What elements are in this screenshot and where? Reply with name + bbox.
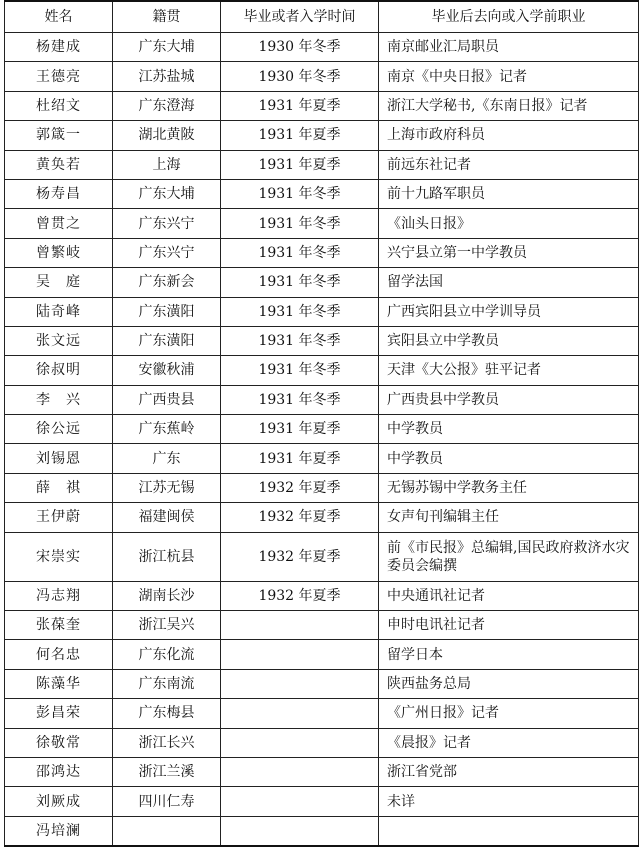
cell-name: 王伊蔚 — [5, 503, 113, 532]
table-row — [5, 326, 639, 355]
header-career: 毕业后去向或入学前职业 — [379, 1, 639, 33]
cell-origin: 上海 — [113, 150, 221, 179]
table-row — [5, 150, 639, 179]
cell-career: 上海市政府科员 — [379, 121, 639, 150]
cell-career — [379, 816, 639, 846]
cell-career: 未详 — [379, 787, 639, 816]
cell-career: 前《市民报》总编辑,国民政府救济水灾委员会编撰 — [379, 532, 639, 581]
cell-name: 冯培澜 — [5, 816, 113, 846]
cell-name: 宋崇实 — [5, 532, 113, 581]
cell-origin: 广西贵县 — [113, 385, 221, 414]
cell-name: 王德亮 — [5, 62, 113, 91]
cell-origin: 浙江吴兴 — [113, 611, 221, 640]
cell-year — [221, 816, 379, 846]
cell-career: 南京《中央日报》记者 — [379, 62, 639, 91]
cell-name: 杜绍文 — [5, 91, 113, 120]
cell-name: 彭昌荣 — [5, 699, 113, 728]
cell-origin: 江苏盐城 — [113, 62, 221, 91]
table-row — [5, 238, 639, 267]
alumni-table — [4, 0, 639, 847]
cell-year: 1932 年夏季 — [221, 473, 379, 502]
table-row — [5, 356, 639, 385]
cell-career: 浙江省党部 — [379, 757, 639, 786]
cell-name: 黄奂若 — [5, 150, 113, 179]
cell-name: 曾贯之 — [5, 209, 113, 238]
cell-year: 1931 年夏季 — [221, 150, 379, 179]
cell-career: 宾阳县立中学教员 — [379, 326, 639, 355]
table-row — [5, 62, 639, 91]
cell-career: 前十九路军职员 — [379, 179, 639, 208]
cell-year: 1930 年冬季 — [221, 33, 379, 62]
cell-career: 中学教员 — [379, 444, 639, 473]
cell-year — [221, 757, 379, 786]
cell-career: 中学教员 — [379, 415, 639, 444]
cell-year: 1931 年冬季 — [221, 268, 379, 297]
cell-year: 1931 年冬季 — [221, 326, 379, 355]
cell-career: 兴宁县立第一中学教员 — [379, 238, 639, 267]
table-header — [5, 1, 639, 33]
cell-name: 郭箴一 — [5, 121, 113, 150]
cell-career: 留学日本 — [379, 640, 639, 669]
header-row — [5, 1, 639, 33]
cell-origin: 湖南长沙 — [113, 581, 221, 610]
cell-year: 1931 年夏季 — [221, 415, 379, 444]
cell-name: 杨寿昌 — [5, 179, 113, 208]
cell-origin: 广东蕉岭 — [113, 415, 221, 444]
table-row — [5, 787, 639, 816]
table-row — [5, 179, 639, 208]
cell-year — [221, 699, 379, 728]
cell-name: 徐公远 — [5, 415, 113, 444]
cell-career: 天津《大公报》驻平记者 — [379, 356, 639, 385]
alumni-table-container — [4, 0, 638, 847]
cell-year: 1931 年冬季 — [221, 356, 379, 385]
cell-career: 《广州日报》记者 — [379, 699, 639, 728]
table-row — [5, 699, 639, 728]
cell-origin: 湖北黄陂 — [113, 121, 221, 150]
table-row — [5, 728, 639, 757]
cell-name: 薛 祺 — [5, 473, 113, 502]
cell-name: 何名忠 — [5, 640, 113, 669]
cell-origin: 江苏无锡 — [113, 473, 221, 502]
cell-year: 1932 年夏季 — [221, 503, 379, 532]
cell-name: 徐叔明 — [5, 356, 113, 385]
cell-career: 陕西盐务总局 — [379, 669, 639, 698]
cell-year — [221, 611, 379, 640]
cell-career: 前远东社记者 — [379, 150, 639, 179]
cell-year — [221, 787, 379, 816]
table-row — [5, 415, 639, 444]
table-row — [5, 581, 639, 610]
table-row — [5, 640, 639, 669]
cell-year — [221, 640, 379, 669]
cell-name: 冯志翔 — [5, 581, 113, 610]
header-origin: 籍贯 — [113, 1, 221, 33]
table-row — [5, 532, 639, 581]
table-row — [5, 209, 639, 238]
table-row — [5, 268, 639, 297]
cell-name: 李 兴 — [5, 385, 113, 414]
cell-career: 无锡苏锡中学教务主任 — [379, 473, 639, 502]
cell-name: 刘锡恩 — [5, 444, 113, 473]
cell-career: 南京邮业汇局职员 — [379, 33, 639, 62]
table-row — [5, 816, 639, 846]
table-row — [5, 444, 639, 473]
cell-career: 女声旬刊编辑主任 — [379, 503, 639, 532]
cell-origin: 广东兴宁 — [113, 238, 221, 267]
table-row — [5, 385, 639, 414]
cell-origin: 广东大埔 — [113, 33, 221, 62]
cell-name: 刘厥成 — [5, 787, 113, 816]
cell-origin: 广东大埔 — [113, 179, 221, 208]
header-name: 姓名 — [5, 1, 113, 33]
table-row — [5, 473, 639, 502]
cell-name: 陈藻华 — [5, 669, 113, 698]
cell-origin — [113, 816, 221, 846]
cell-year: 1931 年冬季 — [221, 179, 379, 208]
table-row — [5, 757, 639, 786]
table-row — [5, 121, 639, 150]
cell-career: 浙江大学秘书,《东南日报》记者 — [379, 91, 639, 120]
cell-career: 《晨报》记者 — [379, 728, 639, 757]
cell-origin: 广东澄海 — [113, 91, 221, 120]
cell-year: 1931 年冬季 — [221, 297, 379, 326]
cell-career: 广西宾阳县立中学训导员 — [379, 297, 639, 326]
cell-year: 1931 年冬季 — [221, 238, 379, 267]
cell-career: 申时电讯社记者 — [379, 611, 639, 640]
cell-origin: 广东潢阳 — [113, 326, 221, 355]
cell-name: 张文远 — [5, 326, 113, 355]
cell-name: 张葆奎 — [5, 611, 113, 640]
cell-year: 1931 年夏季 — [221, 121, 379, 150]
table-body — [5, 33, 639, 847]
cell-origin: 浙江长兴 — [113, 728, 221, 757]
cell-year: 1931 年夏季 — [221, 91, 379, 120]
table-row — [5, 503, 639, 532]
cell-origin: 广东潢阳 — [113, 297, 221, 326]
cell-career: 广西贵县中学教员 — [379, 385, 639, 414]
cell-name: 徐敬常 — [5, 728, 113, 757]
cell-career: 《汕头日报》 — [379, 209, 639, 238]
cell-origin: 广东梅县 — [113, 699, 221, 728]
header-year: 毕业或者入学时间 — [221, 1, 379, 33]
cell-origin: 安徽秋浦 — [113, 356, 221, 385]
cell-career: 留学法国 — [379, 268, 639, 297]
table-row — [5, 611, 639, 640]
cell-name: 杨建成 — [5, 33, 113, 62]
cell-origin: 广东兴宁 — [113, 209, 221, 238]
table-row — [5, 33, 639, 62]
cell-name: 陆奇峰 — [5, 297, 113, 326]
cell-name: 邵鸿达 — [5, 757, 113, 786]
table-row — [5, 91, 639, 120]
cell-name: 曾繁岐 — [5, 238, 113, 267]
cell-year: 1931 年冬季 — [221, 209, 379, 238]
cell-origin: 广东化流 — [113, 640, 221, 669]
cell-year: 1931 年夏季 — [221, 444, 379, 473]
cell-origin: 浙江兰溪 — [113, 757, 221, 786]
cell-origin: 广东新会 — [113, 268, 221, 297]
cell-year: 1932 年夏季 — [221, 581, 379, 610]
table-row — [5, 669, 639, 698]
cell-year: 1932 年夏季 — [221, 532, 379, 581]
cell-year: 1931 年冬季 — [221, 385, 379, 414]
cell-origin: 福建闽侯 — [113, 503, 221, 532]
cell-career: 中央通讯社记者 — [379, 581, 639, 610]
cell-origin: 广东 — [113, 444, 221, 473]
table-row — [5, 297, 639, 326]
cell-name: 吴 庭 — [5, 268, 113, 297]
cell-year — [221, 669, 379, 698]
cell-year — [221, 728, 379, 757]
cell-origin: 广东南流 — [113, 669, 221, 698]
cell-year: 1930 年冬季 — [221, 62, 379, 91]
cell-origin: 浙江杭县 — [113, 532, 221, 581]
cell-origin: 四川仁寿 — [113, 787, 221, 816]
